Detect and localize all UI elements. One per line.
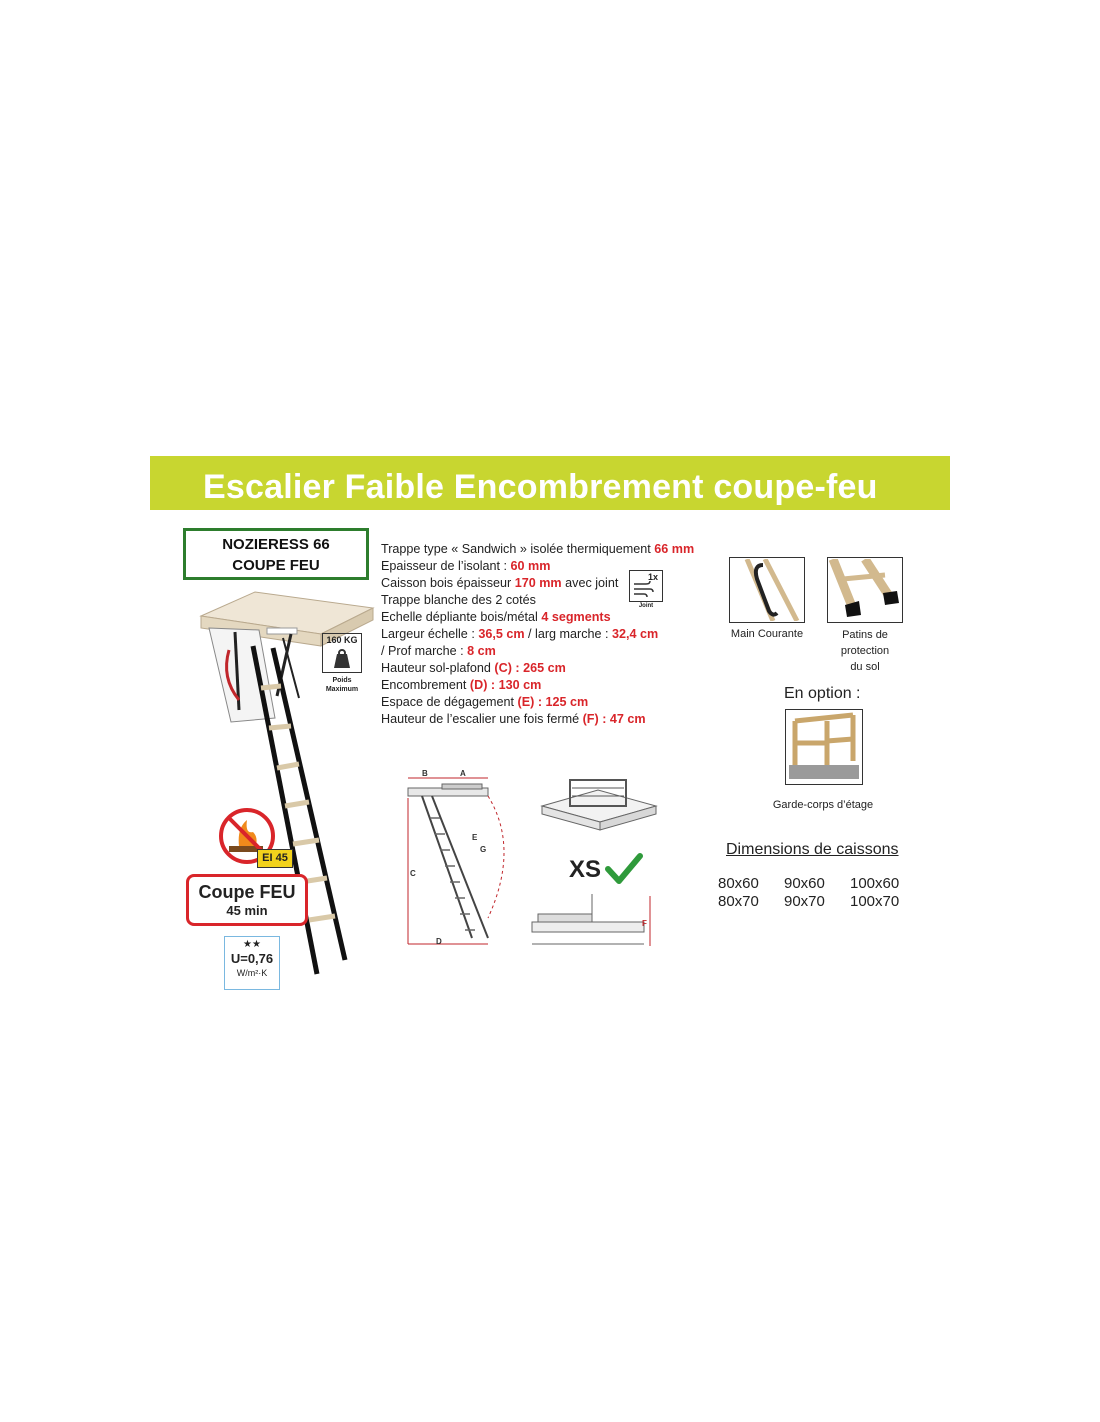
spec-line: Hauteur de l’escalier une fois fermé (F) : 47 cm	[381, 712, 646, 726]
weight-caption: Poids Maximum	[325, 677, 359, 693]
folded-ladder-illustration	[538, 770, 660, 834]
floor-pads-caption: Patins de protection du sol	[840, 629, 890, 673]
dimension-value: 80x70	[718, 893, 759, 910]
spec-line: Espace de dégagement (E) : 125 cm	[381, 695, 589, 709]
model-name: NOZIERESS 66	[222, 536, 330, 553]
checkmark-icon	[605, 853, 643, 885]
dim-label-f: F	[642, 919, 647, 928]
fire-duration: 45 min	[226, 903, 268, 918]
u-value-badge	[224, 936, 280, 990]
spec-line: Trappe type « Sandwich » isolée thermiquement 66 mm	[381, 542, 695, 556]
u-value-unit: W/m²·K	[236, 968, 268, 978]
dimensions-title: Dimensions de caissons	[726, 841, 899, 858]
u-value-stars: ★★	[243, 939, 261, 950]
model-subtitle: COUPE FEU	[232, 557, 320, 574]
fire-resistance-box	[186, 874, 308, 926]
dimension-value: 90x60	[784, 875, 825, 892]
dim-label-e: E	[472, 833, 478, 842]
dimensions-table	[718, 875, 916, 911]
page-title: Escalier Faible Encombrement coupe-feu	[203, 468, 878, 506]
spec-line: Echelle dépliante bois/métal 4 segments	[381, 610, 611, 624]
dim-label-b: B	[422, 769, 428, 778]
weight-icon	[330, 648, 354, 670]
dimension-value: 80x60	[718, 875, 759, 892]
u-value: U=0,76	[230, 951, 274, 966]
option-title: En option :	[784, 685, 861, 702]
dimensions-row	[718, 875, 916, 893]
guardrail-caption: Garde-corps d’étage	[772, 799, 874, 811]
spec-line: Encombrement (D) : 130 cm	[381, 678, 542, 692]
dim-label-a: A	[460, 769, 466, 778]
weight-value: 160 KG	[326, 635, 358, 645]
spec-line: Trappe blanche des 2 cotés	[381, 593, 536, 607]
dimensions-diagram	[402, 768, 522, 952]
wind-icon	[632, 578, 654, 600]
dimension-value: 90x70	[784, 893, 825, 910]
spec-line: Largeur échelle : 36,5 cm / larg marche : 32,4 cm	[381, 627, 659, 641]
dimension-value: 100x70	[850, 893, 900, 910]
closed-height-diagram	[528, 892, 654, 950]
guardrail-icon	[787, 711, 861, 783]
dim-label-c: C	[410, 869, 416, 878]
dimensions-row	[718, 893, 916, 911]
spec-line: Hauteur sol-plafond (C) : 265 cm	[381, 661, 566, 675]
xs-label: XS	[569, 856, 602, 883]
fire-title: Coupe FEU	[198, 882, 296, 902]
fire-rating-badge: EI 45	[257, 849, 293, 868]
handrail-icon	[731, 559, 803, 621]
model-name-box	[183, 528, 369, 580]
dim-label-d: D	[436, 937, 442, 946]
floor-pads-icon	[829, 559, 901, 621]
dimension-value: 100x60	[850, 875, 900, 892]
spec-line: / Prof marche : 8 cm	[381, 644, 496, 658]
handrail-caption: Main Courante	[730, 628, 804, 640]
spec-line: Caisson bois épaisseur 170 mm avec joint	[381, 576, 619, 590]
joint-caption: Joint	[638, 603, 654, 609]
spec-line: Epaisseur de l’isolant : 60 mm	[381, 559, 551, 573]
dim-label-g: G	[480, 845, 487, 854]
joint-count: 1x	[648, 572, 659, 582]
